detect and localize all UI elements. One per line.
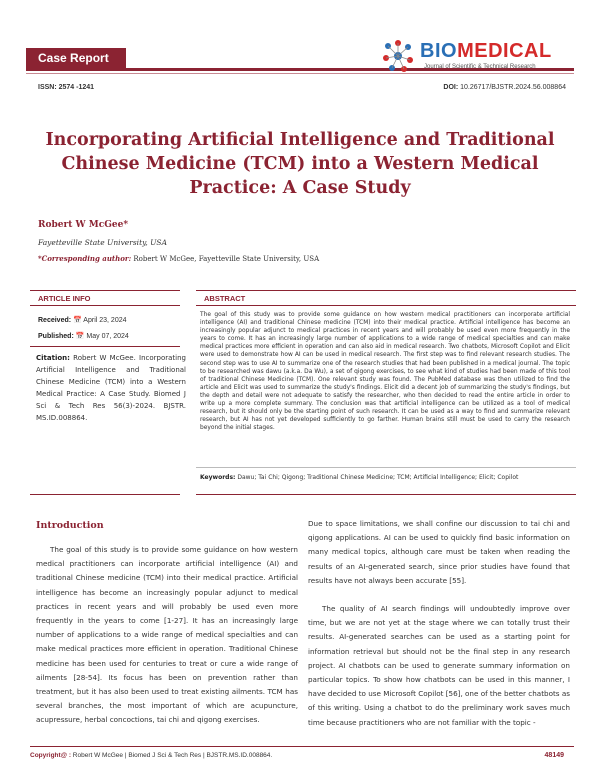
author-name: Robert W McGee* [38,220,129,230]
article-type-badge: Case Report [26,48,126,68]
keywords-divider [196,494,576,495]
author-affiliation: Fayetteville State University, USA [38,238,167,247]
biomedical-logo-icon [380,38,416,74]
corresponding-author: *Corresponding author: Robert W McGee, Fayetteville State University, USA [38,254,320,263]
article-title: Incorporating Artificial Intelligence and Traditional Chinese Medicine (TCM) into a Western Medical Practice: A Case Study [45,130,555,198]
dates-divider [30,346,180,347]
calendar-icon: 📅 [75,333,85,340]
footer-copyright: Copyright@ : Robert W McGee | Biomed J Sci & Tech Res | BJSTR.MS.ID.008864. [30,752,273,759]
article-info-heading: ARTICLE INFO [30,290,180,306]
article-dates [38,313,129,345]
logo-wordmark: BIOMEDICAL [420,40,552,62]
doi[interactable]: DOI: 10.26717/BJSTR.2024.56.008864 [443,84,566,91]
published-date: Published: 📅 May 07, 2024 [38,333,129,340]
info-divider [30,494,180,495]
body-column-left [36,543,298,728]
abstract-heading: ABSTRACT [196,290,576,306]
introduction-heading: Introduction [36,520,104,531]
logo-subtitle: Journal of Scientific & Technical Research [424,64,536,70]
abstract-text: The goal of this study was to provide some guidance on how western medical practitioners can incorporate artificial intelligence (AI) and traditional Chinese medicine (TCM) into their medical practice. Artificial intelligence has become an increasingly popular adjunct to medical practices in recent years and will probably be used even more frequently in the years to come. It has an increasingly large number of applications to a wide range of medical specialties and can make medical practices more efficient in operation and can also aid in medical research. Two chatbots, Microsoft Copilot and Elicit were used to demonstrate how AI can be used in medical research. The first step was to find relevant research studies. The second step was to use AI to summarize one of the research studies that had been published in a medical journal. The topic to be researched was dawu (a.k.a. Da Wu), a set of qigong exercises, to see what kind of studies had been made of this tool of traditional Chinese Medicine (TCM). One relevant study was found. The PubMed database was then utilized to find the article and Elicit was used to summarize the study's findings. Elicit did a decent job of summarizing the study's findings, but the depth and detail were not adequate to satisfy the researcher, who then decided to read the entire article in order to write up a more complete summary. The conclusion was that artificial intelligence can be utilized as a tool of medical research, but it should only be the starting point of such research. It can be used as a way to find and summarize relevant research, but AI has not yet developed sufficiently to go farther. Human brains still must be used to carry the research beyond the initial stages. [200,312,570,432]
footer-rule [30,746,574,747]
body-paragraph: Due to space limitations, we shall confine our discussion to tai chi and qigong applications. AI can be used to quickly find basic information on many medical topics, although care must be taken when reading the results of an AI-generated search, since prior studies have found that results have not always been accurate [55]. [308,519,570,585]
keywords: Keywords: Dawu; Tai Chi; Qigong; Traditional Chinese Medicine; TCM; Artificial Intelligence; Elicit; Copilot [200,474,519,481]
journal-logo[interactable] [380,38,580,74]
body-paragraph: The goal of this study is to provide some guidance on how western medical practitioners can incorporate artificial intelligence (AI) and traditional Chinese medicine (TCM) into their medical practice. Artificial intelligence has become an increasingly popular adjunct to medical practices in recent years and will probably be used even more frequently in the years to come [1-27]. It has an increasingly large number of applications to a wide range of medical specialties and can make medical practices more efficient in operation. Traditional Chinese medicine has been used for centuries to treat or cure a wide range of ailments [28-54]. Its focus has been on prevention rather than treatment, but it has also been used to treat existing ailments. TCM has several branches, the most important of which are acupuncture, acupressure, herbal concoctions, tai chi and qigong exercises. [36,545,298,725]
issn: ISSN: 2574 -1241 [38,84,95,91]
body-column-right [308,517,570,730]
calendar-icon: 📅 [73,317,82,324]
citation: Citation: Robert W McGee. Incorporating Artificial Intelligence and Traditional Chinese Medicine (TCM) into a Western Medical Practice: A Case Study. Biomed J Sci & Tech Res 56(3)-2024. BJSTR. MS.ID.008864. [36,354,186,422]
body-paragraph: The quality of AI search findings will undoubtedly improve over time, but we are not yet at the stage where we can totally trust their results. AI-generated searches can be used as a starting point for information retrieval but should not be the final step in any research project. AI chatbots can be used to generate summary information on particular topics. To show how chatbots can be used in this manner, I have decided to use Microsoft Copilot [56], one of the better chatbots as of this writing. Using a chatbot to do the preliminary work saves much time because practitioners who are not familiar with the topic - [308,604,570,727]
received-date: Received: 📅 April 23, 2024 [38,317,127,324]
page-number: 48149 [544,752,564,759]
abstract-divider [196,467,576,468]
